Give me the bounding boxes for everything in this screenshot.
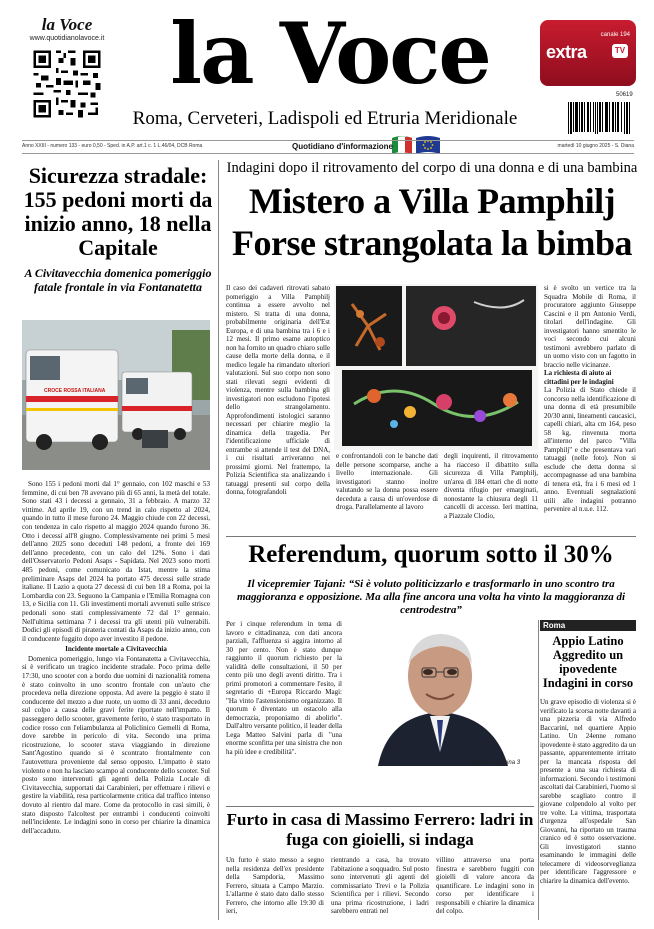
roma-section-label: Roma <box>540 620 636 631</box>
ferrero-column: rientrando a casa, ha trovato l'abitazione a soqquadro. Sul posto sono intervenuti gli agenti del commissariato Trevi e la Polizia Scientifica per i rilievi. Secondo una prima ricostruzione, i ladri sarebbero entrati nel <box>331 856 429 915</box>
extra-channel: canale 194 <box>600 32 630 38</box>
ferrero-headline[interactable]: Furto in casa di Massimo Ferrero: ladri in fuga con gioielli, si indaga <box>226 810 534 849</box>
roma-box[interactable] <box>540 620 636 885</box>
tattoo-photos[interactable] <box>334 284 538 450</box>
left-story-subhead: Incidente mortale a Civitavecchia <box>65 645 167 654</box>
left-story-headline[interactable]: Sicurezza stradale: 155 pedoni morti da inizio anno, 18 nella Capitale <box>23 163 213 260</box>
referendum-kicker: Il vicepremier Tajani: “Si è voluto politicizzarlo e trasformarlo in uno scontro tra maggioranza e opposizione. Ma alla fine ancora una volta ha vinto la maggioranza di centrodestra” <box>236 578 626 616</box>
roma-headline[interactable]: Appio Latino Aggredito un ipovedente Indagini in corso <box>542 634 634 690</box>
barcode-icon <box>566 100 632 140</box>
main-story-column <box>544 284 636 514</box>
main-story-text: La Polizia di Stato chiede il concorso nella identificazione di una donna di età presumibile 20/30 anni, lineamenti caucasici, capelli chiari, alta cm 164, peso 58 kg, rinvenuta morta all'interno del parco "Villa Pamphilj" e che presentava vari tatuaggi (nelle foto). Non si esclude che detta donna si accompagnasse ad una bambina di tenera età, fra i 6 mesi ed 1 anno. Eventuali segnalazioni utili alle indagini potranno pervenire al n.u.e. 112. <box>544 386 636 513</box>
main-story-kicker: Indagini dopo il ritrovamento del corpo di una donna e di una bambina <box>226 160 638 176</box>
column-divider <box>218 160 219 920</box>
main-story-text: si è svolto un vertice tra la Squadra Mobile di Roma, il procuratore aggiunto Giuseppe Cascini e il pm Antonio Verdi, titolari dell'indagine. Gli investigatori hanno smentito le voci secondo cui alcuni testimoni avrebbero parlato di un uomo visto con un fagotto in braccio nelle vicinanze. <box>544 284 636 369</box>
referendum-body: Per i cinque referendum in tema di lavoro e cittadinanza, con dati ancora parziali, l'affluenza si aggira intorno al 30 per cento. Non è stato dunque raggiunto il quorum richiesto per la validità delle consultazioni, il 50 per cento più uno degli aventi diritto. Tra i primi promotori a commentare l'esito, il segretario di +Europa Riccardo Magi: "Ha vinto l'astensionismo organizzato. Il quorum è diventato un ostacolo alla democrazia, proponiamo di abolirlo". Dall'altro versante politico, il leader della Lega Matteo Salvini parla di "una enorme sconfitta per una sinistra che non ha più idee e credibilità". <box>226 620 342 756</box>
section-rule <box>226 536 636 537</box>
tajani-photo[interactable] <box>348 620 534 766</box>
column-divider <box>538 620 539 920</box>
issue-date: martedì 10 giugno 2025 - S. Diana <box>557 143 634 149</box>
extra-word: extra <box>546 42 587 62</box>
left-story-kicker: A Civitavecchia domenica pomeriggio fatale frontale in via Fontanatetta <box>24 266 212 294</box>
ferrero-column: Un furto è stato messo a segno nella residenza dell'ex presidente della Sampdoria, Massimo Ferrero, situata a Campo Marzio. L'allarme è stato dato dallo stesso Ferrero, che intorno alle 19:30 di ieri, <box>226 856 324 915</box>
ambulance-photo[interactable] <box>22 320 210 470</box>
extra-tv-logo[interactable] <box>540 20 636 86</box>
main-story-column: Il caso dei cadaveri ritrovati sabato pomeriggio a Villa Pamphilj continua a essere avvolto nel mistero. Si tratta di una donna, probabilmente originaria dell'Est Europa, e di una bambina tra i 6 e i 12 mesi. Il primo esame autoptico non ha fornito un quadro chiaro sulle cause della morte della donna, e il medico legale ha rimandato ulteriori valutazioni. Sul suo corpo non sono stati rilevati segni evidenti di violenza, mentre sulla bambina gli investigatori non escludono l'ipotesi dello strangolamento. Approfondimenti istologici saranno necessari per chiarire meglio la dinamica della tragedia. Per l'identificazione ufficiale di entrambe si attende il test del DNA, i cui risultati arriveranno nei prossimi giorni. Nel frattempo, la Polizia Scientifica sta analizzando i tatuaggi presenti sul corpo della donna, fotografandoli <box>226 284 330 496</box>
roma-body: Un grave episodio di violenza si è verificato la scorsa notte davanti a una pizzeria di via Alfredo Baccarini, nel quartiere Appio Latino. Un 24enne romano ipovedente è stato aggredito da un passante, apparentemente irritato per la mancata risposta del presente a una sua richiesta di informazioni. Secondo i testimoni ascoltati dai Carabinieri, l'uomo si sarebbe scagliato contro il giovane colpendolo al volto per tre volte. La vittima, trasportata d'urgenza all'ospedale San Giovanni, ha riportato un trauma cranico ed è sotto osservazione. Gli investigatori stanno esaminando le immagini delle telecamere di videosorveglianza per identificare l'aggressore e chiarire la dinamica dell'evento. <box>540 698 636 885</box>
main-story-subhead: La richiesta di aiuto ai cittadini per le indagini <box>544 369 614 386</box>
qr-box[interactable] <box>22 16 112 134</box>
newspaper-subtitle: Roma, Cerveteri, Ladispoli ed Etruria Meridionale <box>132 108 518 129</box>
extra-tv-badge: TV <box>612 44 628 58</box>
qr-url: www.quotidianolavoce.it <box>29 35 105 42</box>
left-story[interactable] <box>22 164 214 294</box>
main-story-column: e confrontandoli con le banche dati delle persone scomparse, anche a livello internazionale. Gli investigatori stanno inoltre valutando se la donna possa essere deceduta a causa di un'overdose di droga. Parallelamente al lavoro <box>336 452 438 511</box>
qr-title: la Voce <box>41 15 93 34</box>
masthead <box>0 0 654 151</box>
section-rule <box>226 806 534 807</box>
left-story-paragraph: Domenica pomeriggio, lungo via Fontanatetta a Civitavecchia, si è verificato un tragico incidente stradale. Poco prima delle 17:30, uno scooter con a bordo due uomini di nazionalità romena è stato coinvolto in uno scontro frontale con un'auto che procedeva nella direzione opposta. Ad avere la peggio è stato il conducente del mezzo a due ruote, un uomo di 33 anni, deceduto sul colpo a causa delle gravi ferite riportate nell'impatto. Il passeggero dello scooter, gravemente ferito, è stato trasportato in codice rosso con l'eliambulanza al Policlinico Gemelli di Roma, dove sarebbe in pericolo di vita. Secondo una prima ricostruzione, lo scooter stava viaggiando in direzione Sant'Agostino quando si è scontrato frontalmente con l'autovettura proveniente dal senso opposto. L'impatto è stato violento e non ha lasciato scampo al conducente dello scooter. Sul posto sono intervenuti gli agenti della Polizia Locale di Civitavecchia, supportati dai Carabinieri, per effettuare i rilievi e gestire la viabilità, resa particolarmente critica dal traffico intenso dovuto al rientro dal mare. Come da protocollo in casi simili, è stato disposto l'alcoltest per entrambi i conducenti coinvolti nell'incidente. Le indagini sono in corso per chiarire la dinamica dell'accaduto. <box>22 654 210 835</box>
left-story-paragraph: Sono 155 i pedoni morti dal 1° gennaio, con 102 maschi e 53 femmine, di cui ben 78 avevano più di 65 anni, la metà del totale. Sono stati 43 i decessi a gennaio, 31 a febbraio. A marzo 32 vittime. Ad aprile 19, con un trend in calo rispetto al 2024, quando in tutto il mese furono 24. Maggio chiude con 22 decessi, con tendenza in calo rispetto al maggio 2024 quando furono 36. Otto i decessi all'8 giugno. Complessivamente nei primi 5 mesi dell'anno 2025 sono deceduti 148 pedoni, a fronte dei 169 dell'anno precedente, con un calo del 12%. Sono i dati dell'Osservatorio Pedoni Asaps - Sapidata. Nel 2023 sono morti 485 pedoni, come comunicato da Istat, mentre la stima preliminare Asaps del 2024 ha portato 475 decessi sulle strade italiane. Il Lazio a quota 27 decessi di cui ben 18 a Roma, poi la Lombardia con 23. Seguono la Campania e l'Emilia Romagna con 13, e Sicilia con 11. Gli investimenti mortali avvenuti sulle strisce pedonali sono stati complessivamente 72 dal 1° gennaio. Nell'ultima settimana 7 i decessi tra gli utenti più vulnerabili. Dodici gli episodi di pirateria contati da Asaps da inizio anno, con il conducente fuggito dopo aver investito il pedone. <box>22 480 210 643</box>
main-story-column: degli inquirenti, il ritrovamento ha riacceso il dibattito sulla sicurezza di Villa Pamphilj, un'area di 184 ettari che di notte diventa rifugio per emarginati, nonostante la chiusura degli 11 cancelli di accesso. Ieri mattina, a Piazzale Clodio, <box>444 452 538 520</box>
info-strip <box>22 140 634 154</box>
ferrero-column: villino attraverso una porta finestra e sarebbero fuggiti con gioielli di valore ancora da quantificare. Le indagini sono in corso per identificare i responsabili e chiarire la dinamica del colpo. <box>436 856 534 915</box>
left-story-body <box>22 480 210 835</box>
main-story-headline[interactable]: Mistero a Villa Pamphilj Forse strangolata la bimba <box>232 181 632 263</box>
barcode-number: 50619 <box>616 92 633 98</box>
referendum-caption[interactable]: servizio a pagina 3 <box>470 760 521 766</box>
issue-info: Anno XXIII - numero 133 - euro 0,50 - Sped. in A.P. art.1 c. 1 L.46/04, DCB Roma <box>22 143 203 149</box>
tagline: Quotidiano d'informazione <box>292 142 394 151</box>
newspaper-logo[interactable]: la Voce <box>170 4 490 103</box>
ambulance-text: CROCE ROSSA ITALIANA <box>44 388 106 394</box>
referendum-headline[interactable]: Referendum, quorum sotto il 30% <box>248 541 614 568</box>
qr-code-icon[interactable] <box>31 48 103 120</box>
